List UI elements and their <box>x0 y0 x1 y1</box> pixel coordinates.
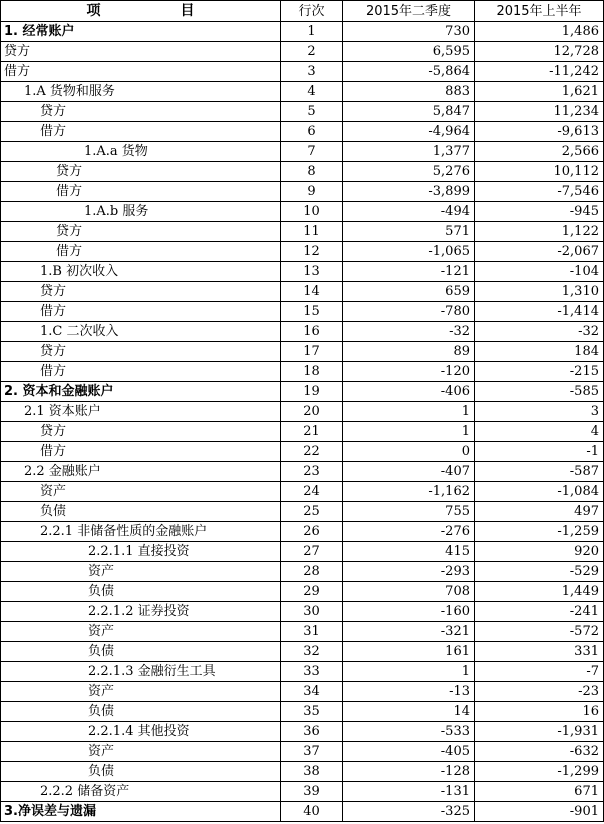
row-line-number: 35 <box>281 702 343 722</box>
row-value-q2: 5,276 <box>343 162 475 182</box>
row-item-label: 1. 经常账户 <box>1 22 281 42</box>
row-line-number: 33 <box>281 662 343 682</box>
row-item-label: 1.A 货物和服务 <box>1 82 281 102</box>
row-line-number: 15 <box>281 302 343 322</box>
row-value-h1: -901 <box>475 802 604 822</box>
table-row <box>1 402 604 422</box>
row-value-q2: -325 <box>343 802 475 822</box>
row-line-number: 10 <box>281 202 343 222</box>
row-value-h1: -9,613 <box>475 122 604 142</box>
table-row <box>1 322 604 342</box>
table-row <box>1 662 604 682</box>
row-line-number: 22 <box>281 442 343 462</box>
row-value-q2: -4,964 <box>343 122 475 142</box>
table-body <box>1 22 604 822</box>
table-row <box>1 162 604 182</box>
row-value-q2: -276 <box>343 522 475 542</box>
row-item-label: 借方 <box>1 302 281 322</box>
row-value-q2: 0 <box>343 442 475 462</box>
row-value-q2: -1,162 <box>343 482 475 502</box>
row-value-q2: -533 <box>343 722 475 742</box>
row-value-h1: -1,414 <box>475 302 604 322</box>
table-row <box>1 22 604 42</box>
row-value-h1: -2,067 <box>475 242 604 262</box>
row-item-label: 负债 <box>1 702 281 722</box>
row-item-label: 资产 <box>1 742 281 762</box>
row-item-label: 贷方 <box>1 102 281 122</box>
row-value-h1: 497 <box>475 502 604 522</box>
row-line-number: 27 <box>281 542 343 562</box>
table-row <box>1 422 604 442</box>
row-item-label: 借方 <box>1 122 281 142</box>
row-line-number: 7 <box>281 142 343 162</box>
row-item-label: 借方 <box>1 362 281 382</box>
row-value-q2: 1,377 <box>343 142 475 162</box>
row-line-number: 25 <box>281 502 343 522</box>
row-item-label: 负债 <box>1 502 281 522</box>
table-row <box>1 742 604 762</box>
row-line-number: 23 <box>281 462 343 482</box>
row-line-number: 11 <box>281 222 343 242</box>
row-item-label: 贷方 <box>1 42 281 62</box>
row-value-q2: 571 <box>343 222 475 242</box>
row-item-label: 3.净误差与遗漏 <box>1 802 281 822</box>
row-value-q2: -1,065 <box>343 242 475 262</box>
table-row <box>1 522 604 542</box>
row-value-h1: 1,449 <box>475 582 604 602</box>
table-row <box>1 202 604 222</box>
row-line-number: 8 <box>281 162 343 182</box>
row-line-number: 32 <box>281 642 343 662</box>
row-value-h1: -632 <box>475 742 604 762</box>
table-row <box>1 62 604 82</box>
row-line-number: 31 <box>281 622 343 642</box>
row-value-q2: 1 <box>343 422 475 442</box>
row-value-q2: 883 <box>343 82 475 102</box>
row-value-h1: -7 <box>475 662 604 682</box>
row-value-q2: -13 <box>343 682 475 702</box>
table-row <box>1 702 604 722</box>
table-row <box>1 542 604 562</box>
row-value-q2: -3,899 <box>343 182 475 202</box>
table-row <box>1 582 604 602</box>
row-value-h1: -23 <box>475 682 604 702</box>
row-value-h1: 12,728 <box>475 42 604 62</box>
row-line-number: 1 <box>281 22 343 42</box>
row-line-number: 9 <box>281 182 343 202</box>
table-row <box>1 602 604 622</box>
table-row <box>1 762 604 782</box>
table-row <box>1 562 604 582</box>
table-row <box>1 222 604 242</box>
row-value-h1: 184 <box>475 342 604 362</box>
row-line-number: 17 <box>281 342 343 362</box>
row-item-label: 借方 <box>1 442 281 462</box>
row-value-h1: -215 <box>475 362 604 382</box>
row-value-h1: 1,122 <box>475 222 604 242</box>
row-value-h1: 1,310 <box>475 282 604 302</box>
row-value-h1: -1,931 <box>475 722 604 742</box>
row-value-h1: -1,299 <box>475 762 604 782</box>
table-row <box>1 242 604 262</box>
table-row <box>1 462 604 482</box>
row-item-label: 1.B 初次收入 <box>1 262 281 282</box>
row-item-label: 资产 <box>1 622 281 642</box>
row-value-q2: 415 <box>343 542 475 562</box>
table-row <box>1 442 604 462</box>
row-item-label: 贷方 <box>1 422 281 442</box>
row-line-number: 5 <box>281 102 343 122</box>
row-value-h1: 3 <box>475 402 604 422</box>
table-row <box>1 362 604 382</box>
row-value-q2: -128 <box>343 762 475 782</box>
row-value-q2: -131 <box>343 782 475 802</box>
row-item-label: 2.2.1.4 其他投资 <box>1 722 281 742</box>
row-value-h1: 16 <box>475 702 604 722</box>
row-value-h1: -529 <box>475 562 604 582</box>
row-item-label: 资产 <box>1 482 281 502</box>
row-line-number: 12 <box>281 242 343 262</box>
table-row <box>1 82 604 102</box>
row-line-number: 29 <box>281 582 343 602</box>
row-item-label: 2.2.1.1 直接投资 <box>1 542 281 562</box>
header-q2-2015: 2015年二季度 <box>343 1 475 22</box>
row-value-q2: -405 <box>343 742 475 762</box>
header-item-char-a: 项 <box>86 2 101 19</box>
row-line-number: 18 <box>281 362 343 382</box>
table-row <box>1 102 604 122</box>
row-value-q2: 6,595 <box>343 42 475 62</box>
row-item-label: 2.2.1.2 证券投资 <box>1 602 281 622</box>
row-value-h1: 1,486 <box>475 22 604 42</box>
row-value-h1: -1,084 <box>475 482 604 502</box>
row-value-q2: -120 <box>343 362 475 382</box>
table-row <box>1 482 604 502</box>
row-value-q2: 5,847 <box>343 102 475 122</box>
row-item-label: 2.2.1 非储备性质的金融账户 <box>1 522 281 542</box>
row-item-label: 1.C 二次收入 <box>1 322 281 342</box>
row-value-q2: 730 <box>343 22 475 42</box>
table-row <box>1 182 604 202</box>
row-item-label: 1.A.b 服务 <box>1 202 281 222</box>
row-line-number: 37 <box>281 742 343 762</box>
row-value-h1: 331 <box>475 642 604 662</box>
row-item-label: 借方 <box>1 182 281 202</box>
row-item-label: 2.1 资本账户 <box>1 402 281 422</box>
row-line-number: 30 <box>281 602 343 622</box>
row-item-label: 借方 <box>1 242 281 262</box>
table-row <box>1 722 604 742</box>
row-item-label: 负债 <box>1 762 281 782</box>
row-line-number: 2 <box>281 42 343 62</box>
row-value-q2: 755 <box>343 502 475 522</box>
row-value-h1: -587 <box>475 462 604 482</box>
row-item-label: 贷方 <box>1 282 281 302</box>
row-value-q2: -5,864 <box>343 62 475 82</box>
table-row <box>1 282 604 302</box>
row-item-label: 负债 <box>1 582 281 602</box>
row-value-h1: -32 <box>475 322 604 342</box>
row-line-number: 36 <box>281 722 343 742</box>
row-value-q2: 89 <box>343 342 475 362</box>
table-row <box>1 262 604 282</box>
row-value-q2: -406 <box>343 382 475 402</box>
row-line-number: 21 <box>281 422 343 442</box>
row-line-number: 28 <box>281 562 343 582</box>
row-value-q2: -160 <box>343 602 475 622</box>
table-row <box>1 122 604 142</box>
header-item-char-b: 目 <box>180 2 195 19</box>
row-line-number: 19 <box>281 382 343 402</box>
row-value-q2: 708 <box>343 582 475 602</box>
row-value-q2: 1 <box>343 662 475 682</box>
row-value-q2: -121 <box>343 262 475 282</box>
header-item <box>1 1 281 22</box>
row-line-number: 38 <box>281 762 343 782</box>
row-value-h1: -1 <box>475 442 604 462</box>
row-item-label: 1.A.a 货物 <box>1 142 281 162</box>
row-item-label: 2. 资本和金融账户 <box>1 382 281 402</box>
table-row <box>1 782 604 802</box>
row-item-label: 贷方 <box>1 222 281 242</box>
row-value-q2: -32 <box>343 322 475 342</box>
row-value-h1: -585 <box>475 382 604 402</box>
row-line-number: 24 <box>281 482 343 502</box>
table-row <box>1 342 604 362</box>
row-line-number: 20 <box>281 402 343 422</box>
row-value-h1: 920 <box>475 542 604 562</box>
row-value-q2: 161 <box>343 642 475 662</box>
row-value-h1: 10,112 <box>475 162 604 182</box>
row-line-number: 40 <box>281 802 343 822</box>
header-h1-2015: 2015年上半年 <box>475 1 604 22</box>
row-item-label: 2.2.1.3 金融衍生工具 <box>1 662 281 682</box>
row-value-h1: -945 <box>475 202 604 222</box>
row-item-label: 2.2.2 储备资产 <box>1 782 281 802</box>
row-item-label: 资产 <box>1 682 281 702</box>
row-line-number: 39 <box>281 782 343 802</box>
row-item-label: 资产 <box>1 562 281 582</box>
row-value-h1: -241 <box>475 602 604 622</box>
row-line-number: 14 <box>281 282 343 302</box>
row-value-q2: -494 <box>343 202 475 222</box>
row-item-label: 2.2 金融账户 <box>1 462 281 482</box>
table-row <box>1 142 604 162</box>
row-value-q2: -321 <box>343 622 475 642</box>
row-value-h1: 1,621 <box>475 82 604 102</box>
row-item-label: 贷方 <box>1 162 281 182</box>
row-value-q2: 659 <box>343 282 475 302</box>
row-value-h1: -7,546 <box>475 182 604 202</box>
table-row <box>1 802 604 822</box>
row-value-h1: 671 <box>475 782 604 802</box>
row-value-h1: 11,234 <box>475 102 604 122</box>
table-row <box>1 502 604 522</box>
row-value-h1: -572 <box>475 622 604 642</box>
row-line-number: 4 <box>281 82 343 102</box>
row-value-h1: 2,566 <box>475 142 604 162</box>
row-line-number: 6 <box>281 122 343 142</box>
row-line-number: 13 <box>281 262 343 282</box>
row-line-number: 16 <box>281 322 343 342</box>
row-line-number: 34 <box>281 682 343 702</box>
row-item-label: 贷方 <box>1 342 281 362</box>
row-value-h1: -1,259 <box>475 522 604 542</box>
row-value-q2: 14 <box>343 702 475 722</box>
table-row <box>1 642 604 662</box>
row-value-h1: -104 <box>475 262 604 282</box>
table-header-row <box>1 1 604 22</box>
table-row <box>1 42 604 62</box>
table-row <box>1 682 604 702</box>
row-item-label: 负债 <box>1 642 281 662</box>
row-line-number: 3 <box>281 62 343 82</box>
row-line-number: 26 <box>281 522 343 542</box>
row-value-q2: -780 <box>343 302 475 322</box>
table-row <box>1 622 604 642</box>
row-value-q2: -407 <box>343 462 475 482</box>
header-line-number: 行次 <box>281 1 343 22</box>
row-value-h1: 4 <box>475 422 604 442</box>
row-item-label: 借方 <box>1 62 281 82</box>
table-row <box>1 382 604 402</box>
row-value-h1: -11,242 <box>475 62 604 82</box>
row-value-q2: 1 <box>343 402 475 422</box>
row-value-q2: -293 <box>343 562 475 582</box>
table-row <box>1 302 604 322</box>
